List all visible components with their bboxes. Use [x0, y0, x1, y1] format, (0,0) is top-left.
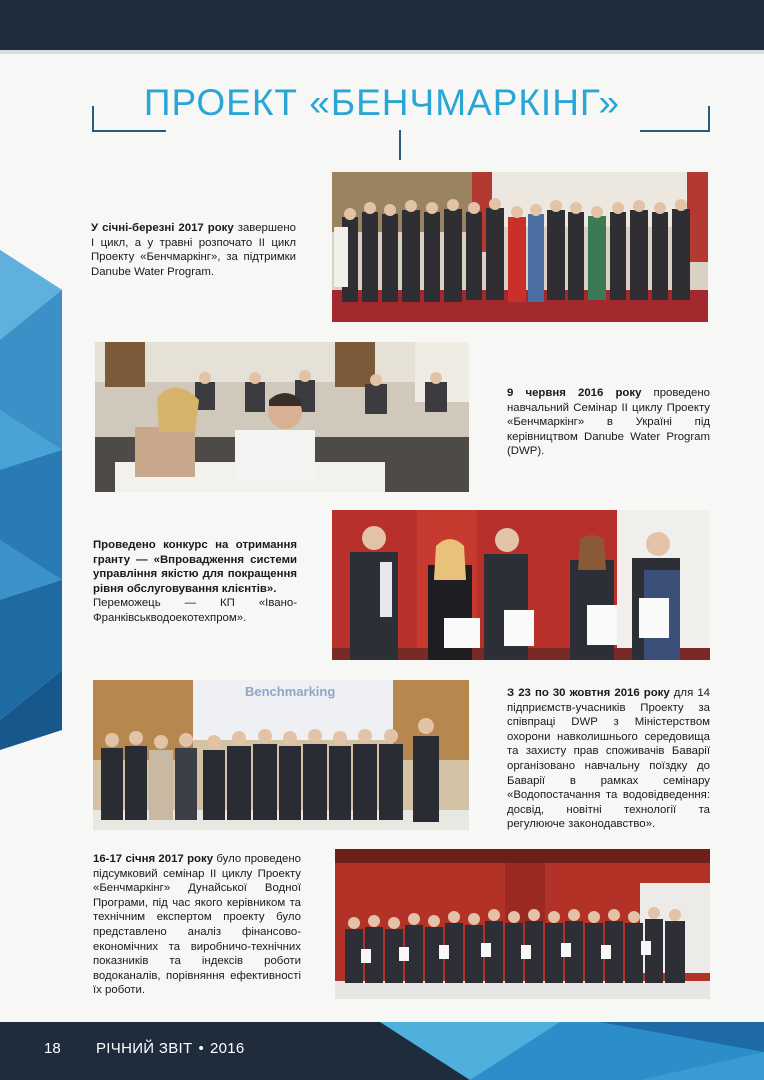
page-title: ПРОЕКТ «БЕНЧМАРКІНГ» — [143, 82, 621, 123]
photo-final-seminar-group — [335, 849, 710, 999]
section-5-lead: 16-17 січня 2017 року — [93, 853, 214, 865]
section-4-text — [507, 686, 710, 832]
section-2-lead: 9 червня 2016 року — [507, 387, 642, 399]
photo-group-1 — [332, 172, 708, 322]
section-3-text — [93, 538, 297, 626]
footer-label — [96, 1040, 245, 1057]
section-4-body: для 14 підприємств-учасників Проекту за співпраці DWP з Міністерством охорони навколишнього середовища та захисту прав споживачів Баварії організовано навчальну поїздку до Баварії в рамках семінару «Водопостачання та водовідведення: досвід, новітні технології та регулююче законодавство». — [507, 687, 710, 831]
page-number: 18 — [44, 1040, 61, 1057]
title-bracket-stem — [399, 130, 401, 160]
title-bracket-right — [640, 106, 710, 132]
section-2-text — [507, 386, 710, 459]
title-bracket-left — [92, 106, 166, 132]
top-band — [0, 0, 764, 50]
section-1-lead: У січні-березні 2017 року — [91, 222, 234, 234]
section-5-body: було проведено підсумковий семінар ІІ циклу Проекту «Бенчмаркінг» Дунайської Водної Програми, під час якого керівником та технічним експертом проекту було представлено аналіз фінансово-економічних та виробничо-технічних показників та індексів роботи водоканалів, порівняння ефективності їх роботи. — [93, 853, 301, 997]
footer-report-title: РІЧНИЙ ЗВІТ — [96, 1040, 193, 1057]
section-1-body: завершено І цикл, а у травні розпочато ІІ цикл Проекту «Бенчмаркінг», за підтримки Danube Water Program. — [91, 222, 296, 278]
section-1-text — [91, 221, 296, 279]
section-4-lead: З 23 по 30 жовтня 2016 року — [507, 687, 670, 699]
photo-grant-winners — [332, 510, 710, 660]
left-decoration — [0, 250, 62, 750]
top-band-edge — [0, 50, 764, 54]
footer-dot: • — [198, 1040, 204, 1057]
section-5-text — [93, 852, 301, 998]
section-3-lead: Проведено конкурс на отримання гранту — «Впровадження системи управління якістю для покращення рівня обслуговування клієнтів». — [93, 539, 297, 595]
footer-year: 2016 — [210, 1040, 245, 1057]
section-2-body: проведено навчальний Семінар ІІ циклу Проекту «Бенчмаркінг» в Україні під керівництвом Danube Water Program (DWP). — [507, 387, 710, 458]
section-3-body: Переможець — КП «Івано-Франківськводоекотехпром». — [93, 597, 297, 624]
photo-benchmarking-group — [93, 680, 469, 830]
benchmarking-screen-text: Benchmarking — [245, 684, 336, 699]
photo-seminar — [95, 342, 469, 492]
